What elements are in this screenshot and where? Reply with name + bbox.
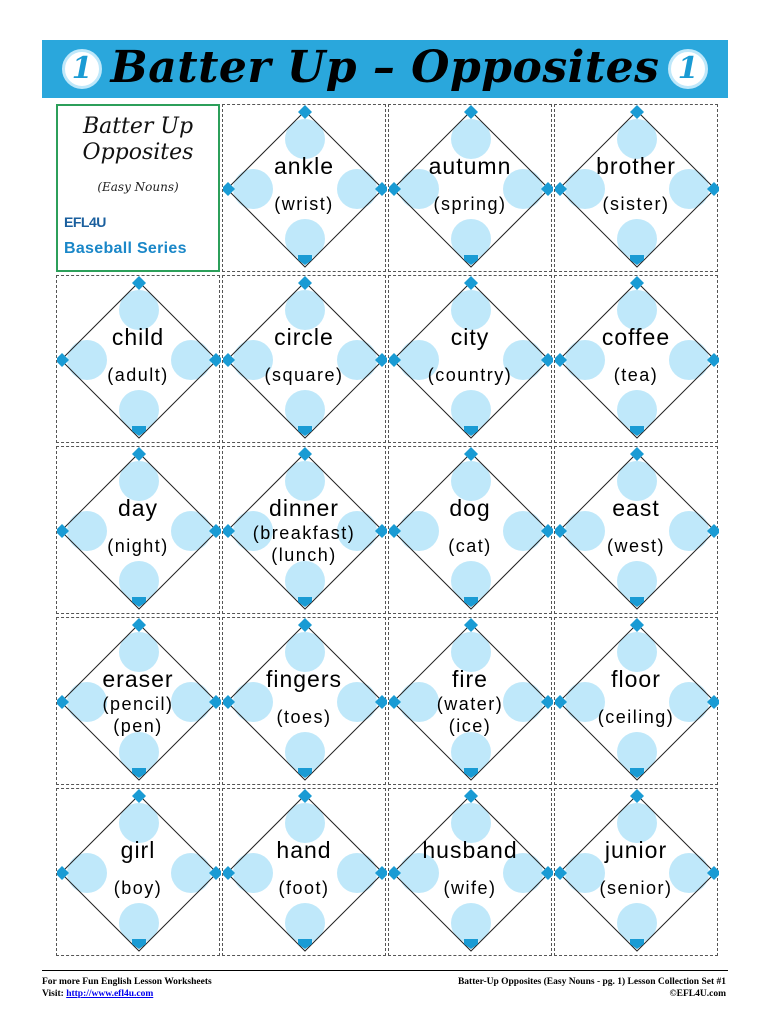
card-opposite: (spring) [433, 194, 507, 214]
footer-visit-line [42, 988, 212, 1000]
card-opposite: (wrist) [274, 194, 334, 214]
word-card [554, 617, 718, 785]
card-opposite: (cat) [448, 536, 492, 556]
card-word: fire [452, 666, 488, 692]
card-opposite: (tea) [613, 365, 659, 385]
footer-collection-text: Batter-Up Opposites (Easy Nouns - pg. 1) Lesson Collection Set #1 [457, 977, 726, 987]
card-word: east [612, 495, 660, 521]
card-opposite: (west) [607, 536, 665, 556]
number-badge-right: 1 [668, 49, 708, 89]
word-card [554, 446, 718, 614]
card-opposite: (country) [427, 365, 513, 385]
logo-brand: EFL4U [64, 214, 106, 230]
baseball-diamond-icon [223, 105, 387, 273]
word-card [222, 788, 386, 956]
card-opposite: (ice) [448, 716, 492, 736]
word-card [388, 617, 552, 785]
word-card [222, 104, 386, 272]
card-word: hand [276, 837, 332, 863]
word-card [222, 446, 386, 614]
card-opposite: (square) [264, 365, 344, 385]
baseball-diamond-icon [555, 447, 719, 615]
baseball-diamond-icon [389, 276, 553, 444]
word-card [388, 275, 552, 443]
card-word: dinner [269, 495, 339, 521]
card-word: dog [449, 495, 491, 521]
footer-divider [42, 970, 728, 971]
logo-series: Baseball Series [64, 240, 187, 257]
card-word: day [117, 495, 159, 521]
card-opposite: (pencil) [102, 694, 174, 714]
baseball-diamond-icon [57, 789, 221, 957]
word-card [554, 788, 718, 956]
card-word: eraser [102, 666, 174, 692]
card-opposite: (breakfast) [252, 523, 356, 543]
word-card [222, 275, 386, 443]
card-opposite: (water) [436, 694, 504, 714]
card-opposite: (sister) [602, 194, 670, 214]
baseball-diamond-icon [57, 447, 221, 615]
card-word: city [450, 324, 490, 350]
baseball-diamond-icon [223, 618, 387, 786]
card-opposite: (senior) [599, 878, 673, 898]
card-grid [56, 104, 716, 954]
baseball-diamond-icon [555, 618, 719, 786]
number-badge-left: 1 [62, 49, 102, 89]
word-card [388, 446, 552, 614]
word-card [388, 104, 552, 272]
card-word: brother [596, 153, 676, 179]
baseball-diamond-icon [223, 789, 387, 957]
header-banner [42, 40, 728, 98]
card-word: child [111, 324, 165, 350]
word-card [554, 275, 718, 443]
logo-title-line2: Opposites [82, 140, 194, 165]
card-opposite: (adult) [107, 365, 169, 385]
word-card [388, 788, 552, 956]
card-word: floor [611, 666, 661, 692]
page-title: Batter Up – Opposites [110, 42, 660, 93]
card-word: circle [274, 324, 334, 350]
logo-title-line1: Batter Up [82, 114, 194, 139]
baseball-diamond-icon [389, 447, 553, 615]
card-opposite: (night) [107, 536, 169, 556]
footer-right [458, 976, 726, 1000]
card-word: coffee [601, 324, 671, 350]
footer-left [42, 976, 212, 1000]
logo-subtitle: (Easy Nouns) [97, 180, 179, 194]
footer-visit-label: Visit: [42, 989, 67, 999]
card-opposite: (lunch) [271, 545, 337, 565]
card-opposite: (toes) [276, 707, 332, 727]
baseball-diamond-icon [389, 105, 553, 273]
word-card [56, 788, 220, 956]
word-card [56, 617, 220, 785]
footer-copyright: ©EFL4U.com [669, 989, 726, 999]
baseball-diamond-icon [555, 789, 719, 957]
logo-title [58, 114, 218, 166]
word-card [222, 617, 386, 785]
card-word: fingers [265, 666, 343, 692]
card-opposite: (foot) [278, 878, 330, 898]
card-opposite: (boy) [113, 878, 163, 898]
card-opposite: (wife) [443, 878, 497, 898]
word-card [56, 446, 220, 614]
card-word: autumn [428, 153, 512, 179]
card-word: ankle [274, 153, 334, 179]
word-card [554, 104, 718, 272]
footer-website-link[interactable]: http://www.efl4u.com [66, 989, 154, 999]
card-word: junior [604, 837, 668, 863]
card-opposite: (ceiling) [597, 707, 675, 727]
word-card [56, 275, 220, 443]
card-opposite: (pen) [113, 716, 163, 736]
baseball-diamond-icon [555, 276, 719, 444]
footer-promo-text: For more Fun English Lesson Worksheets [42, 977, 212, 987]
baseball-diamond-icon [389, 789, 553, 957]
baseball-diamond-icon [223, 276, 387, 444]
card-word: girl [120, 837, 156, 863]
card-word: husband [422, 837, 518, 863]
baseball-diamond-icon [57, 276, 221, 444]
baseball-diamond-icon [555, 105, 719, 273]
logo-card [56, 104, 220, 272]
